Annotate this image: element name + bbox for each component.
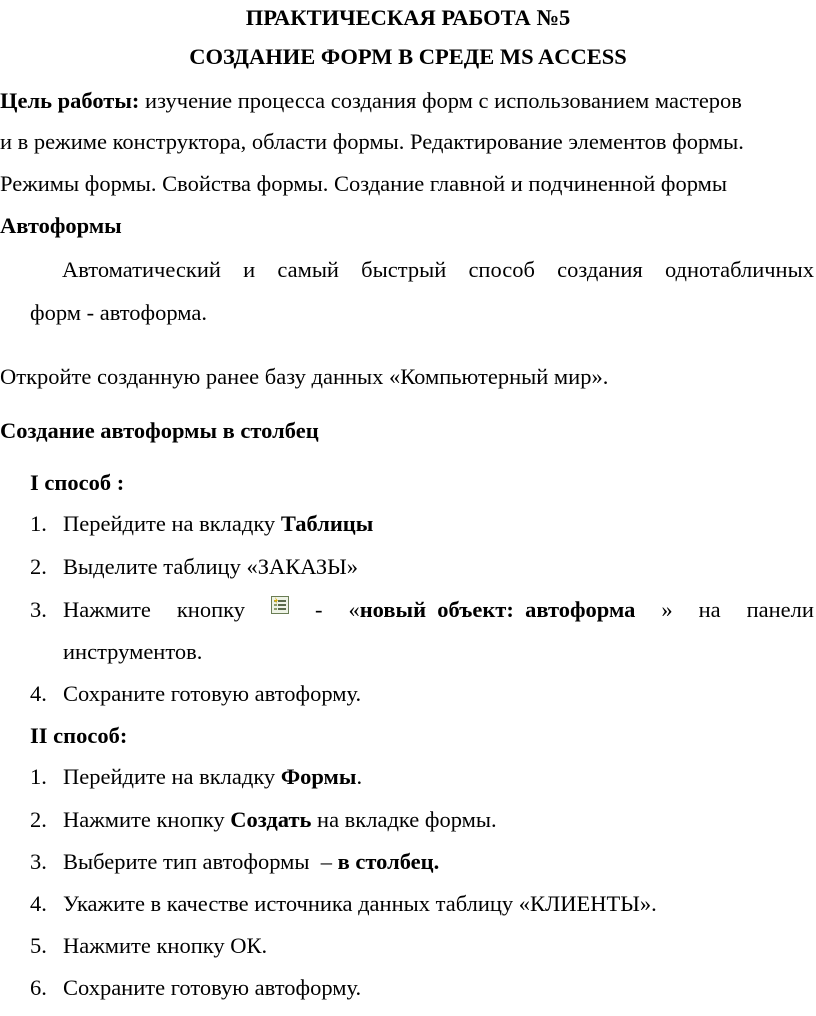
step-text: Нажмите кнопку - «новый объект: автоформа » на панели	[63, 597, 814, 622]
step-number: 3.	[30, 849, 47, 874]
method1-heading: I способ :	[30, 470, 125, 495]
step-number: 6.	[30, 975, 47, 1000]
open-db-instruction: Откройте созданную ранее базу данных «Компьютерный мир».	[0, 364, 609, 389]
intro-word: однотабличных	[664, 257, 814, 282]
intro-word: быстрый	[361, 257, 447, 282]
step-text: Перейдите на вкладку Таблицы	[63, 511, 374, 536]
step-number: 2.	[30, 554, 47, 579]
step-text: Укажите в качестве источника данных таблицу «КЛИЕНТЫ».	[63, 891, 657, 916]
title-line-1: ПРАКТИЧЕСКАЯ РАБОТА №5	[245, 5, 571, 30]
step-text: Сохраните готовую автоформу.	[63, 681, 362, 706]
step-number: 1.	[30, 764, 47, 789]
step-text: Перейдите на вкладку Формы.	[63, 764, 363, 789]
intro-word: способ	[468, 257, 535, 282]
goal-line-3: Режимы формы. Свойства формы. Создание главной и подчиненной формы	[0, 171, 727, 196]
goal-line-1	[0, 87, 742, 115]
step-number: 5.	[30, 933, 47, 958]
new-object-autoform-icon	[271, 596, 289, 614]
column-heading: Создание автоформы в столбец	[0, 418, 319, 443]
title-line-2: СОЗДАНИЕ ФОРМ В СРЕДЕ MS ACCESS	[189, 44, 627, 69]
intro-line-1	[62, 256, 814, 284]
intro-line-2: форм - автоформа.	[30, 300, 207, 325]
goal-label: Цель работы:	[0, 88, 140, 113]
method2-heading: II способ:	[30, 723, 128, 748]
intro-word: и	[243, 257, 256, 282]
intro-word: Автоматический	[62, 257, 221, 282]
autoforms-heading: Автоформы	[0, 213, 122, 238]
step-number: 4.	[30, 891, 47, 916]
step-number: 3.	[30, 597, 47, 622]
step-number: 4.	[30, 681, 47, 706]
step-text: Нажмите кнопку ОК.	[63, 933, 268, 958]
goal-line-2: и в режиме конструктора, области формы. Редактирование элементов формы.	[0, 129, 744, 154]
step-text: Выделите таблицу «ЗАКАЗЫ»	[63, 554, 359, 579]
goal-text: изучение процесса создания форм с использованием мастеров	[139, 88, 742, 113]
step-number: 2.	[30, 807, 47, 832]
intro-word: самый	[277, 257, 339, 282]
step-text: Выберите тип автоформы – в столбец.	[63, 849, 440, 874]
intro-word: создания	[557, 257, 643, 282]
step-number: 1.	[30, 511, 47, 536]
step-text: Сохраните готовую автоформу.	[63, 975, 362, 1000]
method1-step-3-continued: инструментов.	[63, 639, 203, 664]
step-text: Нажмите кнопку Создать на вкладке формы.	[63, 807, 497, 832]
